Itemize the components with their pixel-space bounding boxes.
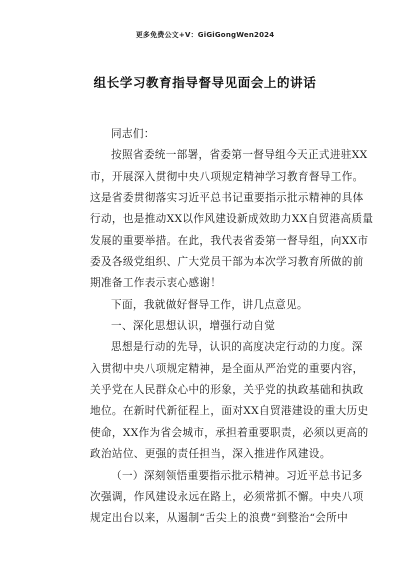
page-title: 组长学习教育指导督导见面会上的讲话 [93, 75, 317, 90]
salutation-line: 同志们： [111, 128, 155, 140]
document-body [90, 124, 374, 530]
body-line: 使命，XX作为省会城市，承担着重要职责，必须以更高的 [90, 426, 369, 439]
body-line: 规定出台以来，从遏制“舌尖上的浪费”到整治“会所中 [90, 512, 349, 525]
body-line: 发展的重要举措。在此，我代表省委第一督导组，向XX市 [90, 234, 369, 247]
body-line: 按照省委统一部署，省委第一督导组今天正式进驻XX [111, 149, 368, 162]
body-line: 下面，我就做好督导工作，讲几点意见。 [111, 298, 308, 311]
body-line: 地位。在新时代新征程上，面对XX自贸港建设的重大历史 [90, 405, 369, 418]
body-line: 入贯彻中央八项规定精神，是全面从严治党的重要内容， [90, 362, 364, 375]
section-heading: 一、深化思想认识，增强行动自觉 [111, 320, 276, 333]
body-line: 次强调，作风建设永远在路上，必须常抓不懈。中央八项 [90, 490, 364, 503]
body-line: 行动，也是推动XX以作风建设新成效助力XX自贸港高质量 [90, 213, 374, 226]
body-line: 这是省委贯彻落实习近平总书记重要指示批示精神的具体 [90, 192, 364, 205]
body-line: 关乎党在人民群众心中的形象，关乎党的执政基础和执政 [90, 384, 364, 397]
body-line: 市，开展深入贯彻中央八项规定精神学习教育督导工作。 [90, 170, 364, 183]
body-line: （一）深刻领悟重要指示批示精神。习近平总书记多 [111, 469, 363, 482]
body-line: 期准备工作表示衷心感谢！ [90, 277, 222, 290]
body-line: 政治站位、更强的责任担当，深入推进作风建设。 [90, 448, 331, 461]
body-line: 思想是行动的先导，认识的高度决定行动的力度。深 [111, 341, 363, 354]
header-note: 更多免费公文+V：GiGiGongWen2024 [135, 31, 275, 39]
body-line: 委及各级党组织、广大党员干部为本次学习教育所做的前 [90, 256, 364, 269]
